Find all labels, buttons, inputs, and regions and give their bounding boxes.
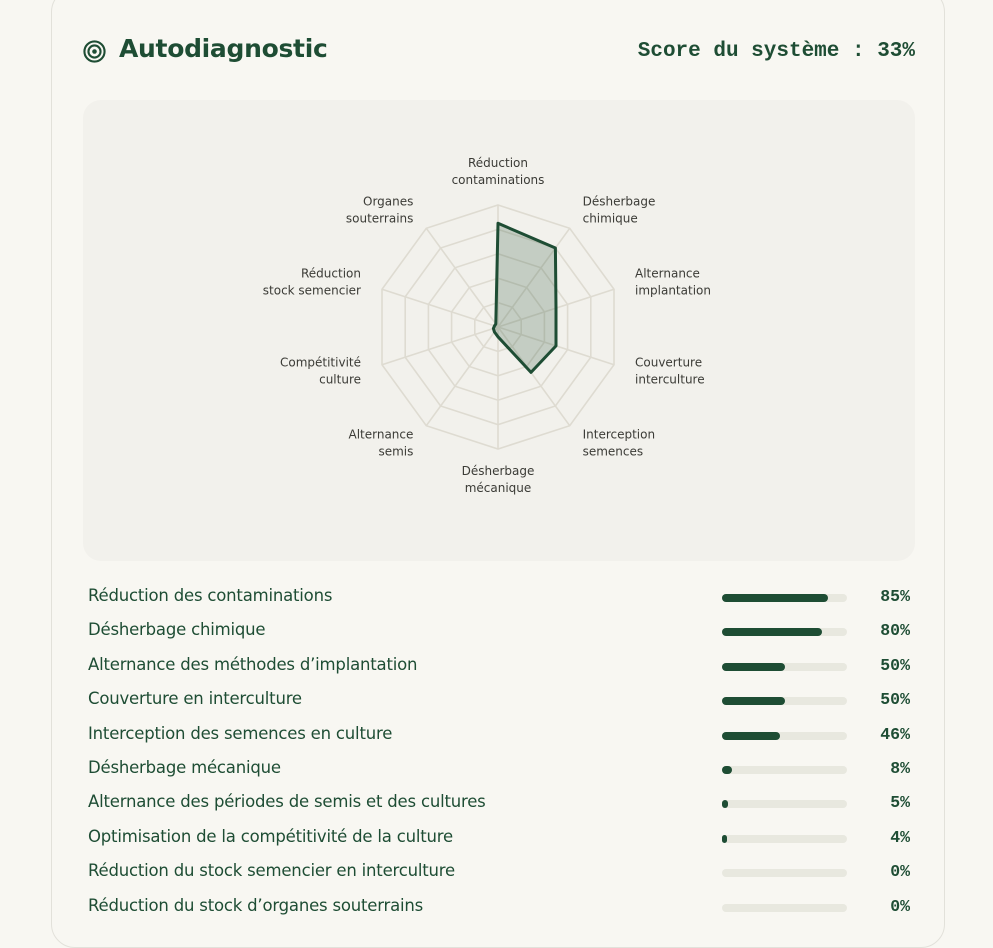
criteria-label: Alternance des périodes de semis et des cultures <box>88 792 486 812</box>
progress-track <box>722 628 847 636</box>
criteria-row <box>88 786 910 820</box>
radar-axis-label-line: Désherbage <box>582 194 656 209</box>
criteria-percent: 80% <box>880 621 910 641</box>
radar-axis-label <box>348 428 413 459</box>
criteria-label: Réduction des contaminations <box>88 586 333 605</box>
radar-axis-label <box>263 267 361 298</box>
radar-axis-line <box>426 228 498 327</box>
radar-axis-label <box>583 428 656 459</box>
progress-fill <box>722 594 828 602</box>
criteria-percent: 5% <box>890 793 910 813</box>
criteria-list <box>88 580 910 924</box>
criteria-percent: 85% <box>880 587 910 606</box>
radar-axis-label-line: Alternance <box>635 266 700 281</box>
criteria-row <box>88 649 910 683</box>
radar-axis-label-line: stock semencier <box>262 283 361 298</box>
criteria-row <box>88 890 910 924</box>
progress-track <box>722 869 847 877</box>
radar-axis-label-line: Alternance <box>348 427 414 442</box>
radar-axis-label-line: interculture <box>635 372 705 387</box>
radar-chart-panel <box>83 100 915 561</box>
radar-axis-line <box>382 289 498 327</box>
progress-fill <box>722 766 732 774</box>
radar-axis-label-line: chimique <box>582 211 638 226</box>
radar-chart <box>83 100 915 561</box>
criteria-row <box>88 683 910 717</box>
radar-axis-label <box>635 267 711 298</box>
radar-axis-line <box>426 327 498 426</box>
criteria-label: Réduction du stock d’organes souterrains <box>88 895 424 915</box>
progress-track <box>722 732 847 740</box>
criteria-percent: 0% <box>890 862 910 882</box>
criteria-label: Désherbage mécanique <box>88 757 281 777</box>
radar-axis-label-line: contaminations <box>451 173 545 187</box>
progress-fill <box>722 663 785 671</box>
criteria-percent: 46% <box>880 724 910 744</box>
radar-axis-label-line: Désherbage <box>461 464 535 478</box>
radar-axis-label-line: Couverture <box>635 355 703 370</box>
criteria-row <box>88 614 910 648</box>
progress-fill <box>722 697 785 705</box>
radar-axis-label-line: semences <box>582 444 644 459</box>
radar-axis-label-line: Compétitivité <box>279 355 361 370</box>
radar-axis-label-line: culture <box>319 372 361 387</box>
radar-axis-label <box>346 195 414 226</box>
progress-fill <box>722 835 727 843</box>
radar-axis-label <box>635 356 705 387</box>
criteria-label: Interception des semences en culture <box>88 723 393 743</box>
radar-axis-label-line: Réduction <box>468 156 528 170</box>
criteria-percent: 0% <box>890 896 910 916</box>
radar-axis-label-line: implantation <box>635 283 711 298</box>
criteria-percent: 50% <box>880 655 910 675</box>
progress-track <box>722 697 847 705</box>
criteria-percent: 50% <box>880 690 910 710</box>
criteria-percent: 4% <box>890 827 910 847</box>
radar-axis-label <box>452 156 545 187</box>
criteria-label: Désherbage chimique <box>88 620 266 640</box>
radar-axis-label-line: Interception <box>582 427 656 442</box>
criteria-row <box>88 752 910 786</box>
criteria-label: Réduction du stock semencier en interculture <box>88 861 455 881</box>
criteria-label: Couverture en interculture <box>88 689 302 709</box>
criteria-percent: 8% <box>890 758 910 778</box>
radar-axis-label-line: Réduction <box>301 266 361 281</box>
criteria-row <box>88 821 910 855</box>
radar-axis-label <box>583 195 656 226</box>
criteria-label: Optimisation de la compétitivité de la culture <box>88 826 453 846</box>
progress-track <box>722 904 847 912</box>
radar-axis-label-line: souterrains <box>345 211 414 226</box>
progress-fill <box>722 732 780 740</box>
progress-fill <box>722 800 728 808</box>
progress-track <box>722 766 847 774</box>
radar-axis-label-line: mécanique <box>464 481 532 495</box>
radar-axis-label-line: Organes <box>363 194 414 209</box>
system-score: Score du système : 33% <box>637 40 915 63</box>
radar-axis-label <box>280 356 361 387</box>
criteria-label: Alternance des méthodes d’implantation <box>88 654 418 674</box>
criteria-row <box>88 718 910 752</box>
progress-track <box>722 663 847 671</box>
criteria-row <box>88 580 910 614</box>
radar-axis-label <box>462 464 535 495</box>
radar-axis-label-line: semis <box>378 444 414 459</box>
progress-track <box>722 800 847 808</box>
progress-fill <box>722 628 822 636</box>
target-icon <box>83 40 106 63</box>
progress-track <box>722 835 847 843</box>
progress-track <box>722 594 847 602</box>
criteria-row <box>88 855 910 889</box>
page-title: Autodiagnostic <box>119 34 328 63</box>
radar-axis-line <box>382 327 498 365</box>
